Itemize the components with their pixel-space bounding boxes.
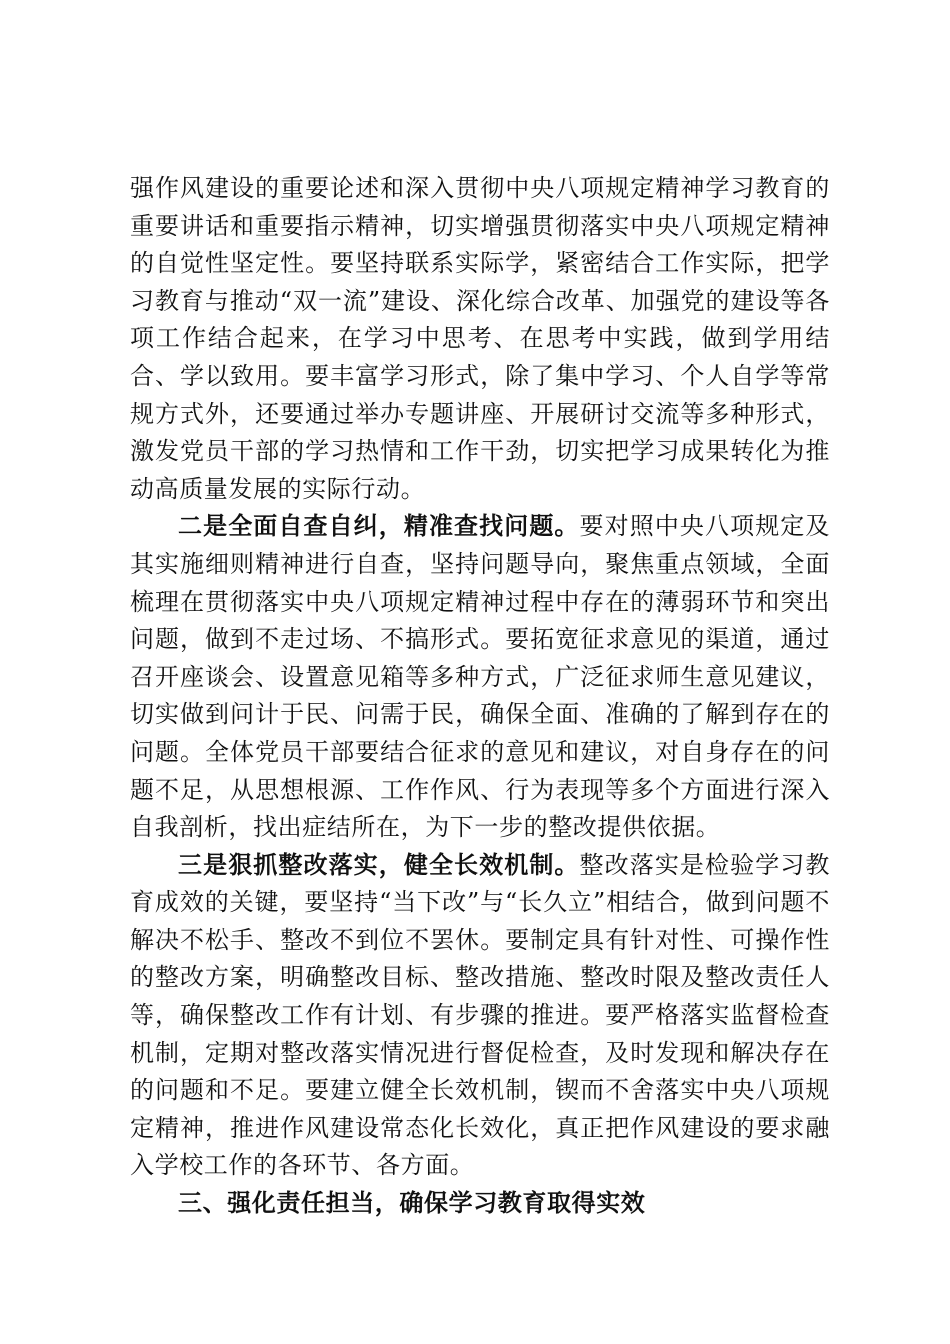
paragraph-text: 整改落实是检验学习教育成效的关键，要坚持“当下改”与“长久立”相结合，做到问题不解决不松手、整改不到位不罢休。要制定具有针对性、可操作性的整改方案，明确整改目标、整改措施、整改时限及整改责任人等，确保整改工作有计划、有步骤的推进。要严格落实监督检查机制，定期对整改落实情况进行督促检查，及时发现和解决存在的问题和不足。要建立健全长效机制，锲而不舍落实中央八项规定精神，推进作风建设常态化长效化，真正把作风建设的要求融入学校工作的各环节、各方面。	[130, 850, 830, 1180]
document-body	[130, 170, 830, 1223]
paragraph-self-inspection	[130, 508, 830, 846]
paragraph-continued	[130, 170, 830, 508]
paragraph-text: 要对照中央八项规定及其实施细则精神进行自查，坚持问题导向，聚焦重点领域，全面梳理在贯彻落实中央八项规定精神过程中存在的薄弱环节和突出问题，做到不走过场、不搞形式。要拓宽征求意见的渠道，通过召开座谈会、设置意见箱等多种方式，广泛征求师生意见建议，切实做到问计于民、问需于民，确保全面、准确的了解到存在的问题。全体党员干部要结合征求的意见和建议，对自身存在的问题不足，从思想根源、工作作风、行为表现等多个方面进行深入自我剖析，找出症结所在，为下一步的整改提供依据。	[130, 512, 830, 842]
paragraph-lead: 三是狠抓整改落实，健全长效机制。	[178, 850, 580, 879]
paragraph-rectification	[130, 847, 830, 1185]
paragraph-lead: 二是全面自查自纠，精准查找问题。	[178, 512, 580, 541]
paragraph-text: 强作风建设的重要论述和深入贯彻中央八项规定精神学习教育的重要讲话和重要指示精神，切实增强贯彻落实中央八项规定精神的自觉性坚定性。要坚持联系实际学，紧密结合工作实际，把学习教育与推动“双一流”建设、深化综合改革、加强党的建设等各项工作结合起来，在学习中思考、在思考中实践，做到学用结合、学以致用。要丰富学习形式，除了集中学习、个人自学等常规方式外，还要通过举办专题讲座、开展研讨交流等多种形式，激发党员干部的学习热情和工作干劲，切实把学习成果转化为推动高质量发展的实际行动。	[130, 174, 830, 503]
section-heading: 三、强化责任担当，确保学习教育取得实效	[178, 1189, 646, 1218]
